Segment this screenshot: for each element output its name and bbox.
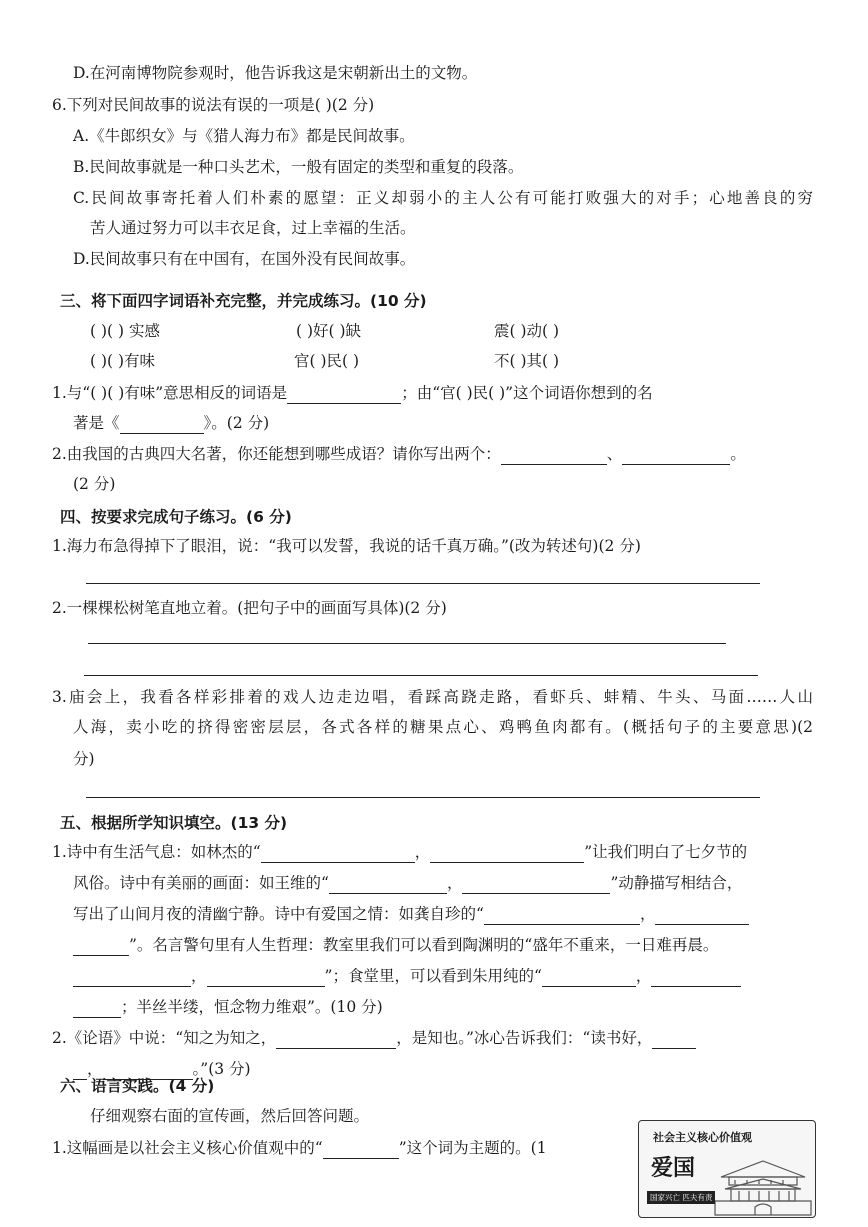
answer-blank[interactable] (652, 1030, 696, 1049)
answer-line[interactable] (86, 583, 760, 584)
q2-text-c: 。 (730, 445, 746, 463)
answer-blank[interactable] (430, 844, 584, 863)
question-6-option-c: C.民间故事寄托着人们朴素的愿望：正义却弱小的主人公有可能打败强大的对手；心地善良的穷 (73, 189, 813, 207)
answer-blank[interactable] (276, 1030, 396, 1049)
section-4-q2: 2.一棵棵松树笔直地立着。(把句子中的画面写具体)(2 分) (52, 599, 447, 617)
answer-blank[interactable] (622, 446, 730, 465)
q1-sep: ， (414, 843, 431, 861)
section-6-q1 (52, 1137, 547, 1159)
question-5-option-d: D.在河南博物院参观时，他告诉我这是宋朝新出土的文物。 (73, 64, 478, 82)
section-3-q2 (52, 443, 746, 465)
idiom-blank-5: 官( )民( ) (294, 352, 360, 370)
question-6-option-a: A.《牛郎织女》与《猎人海力布》都是民间故事。 (73, 127, 415, 145)
section-3-q1 (52, 382, 653, 404)
section-4-q3-cont2: 分) (73, 750, 95, 768)
answer-blank[interactable] (261, 844, 415, 863)
section-5-q2 (52, 1027, 696, 1049)
answer-blank[interactable] (484, 906, 640, 925)
answer-blank[interactable] (73, 937, 129, 956)
q1-sep: ， (446, 874, 463, 892)
q1-text-f: ”。名言警句里有人生哲理：教室里我们可以看到陶渊明的“盛年不重来，一日难再晨。 (129, 936, 719, 954)
q1-text-e: 写出了山间月夜的清幽宁静。诗中有爱国之情：如龚自珍的“ (73, 905, 484, 923)
idiom-blank-6: 不( )其( ) (494, 352, 560, 370)
answer-line[interactable] (86, 797, 760, 798)
section-5-q1-line3 (73, 903, 749, 925)
section-4-q3: 3.庙会上，我看各样彩排着的戏人边走边唱，看踩高跷走路，看虾兵、蚌精、牛头、马面……人山 (52, 688, 813, 706)
answer-blank[interactable] (462, 875, 610, 894)
q1-sep: ， (635, 967, 652, 985)
q2-text-b: 、 (606, 445, 623, 463)
section-5-q1-line2 (73, 872, 742, 894)
answer-line[interactable] (88, 643, 726, 644)
idiom-blank-4: ( )( )有味 (90, 352, 156, 370)
idiom-blank-1: ( )( ) 实感 (90, 322, 160, 340)
answer-blank[interactable] (329, 875, 447, 894)
q2-text-a: 2.由我国的古典四大名著，你还能想到哪些成语？请你写出两个： (52, 445, 501, 463)
section-5-heading: 五、根据所学知识填空。(13 分) (60, 814, 288, 832)
poster-footer: 国家兴亡 匹夫有责 (647, 1191, 715, 1204)
question-6-option-d: D.民间故事只有在中国有，在国外没有民间故事。 (73, 250, 416, 268)
idiom-blank-2: ( )好( )缺 (296, 322, 362, 340)
answer-blank[interactable] (287, 385, 401, 404)
answer-blank[interactable] (207, 968, 325, 987)
section-5-q1-line6 (73, 996, 383, 1018)
section-3-q1-cont (73, 412, 269, 434)
q1-text-b: ；由“官( )民( )”这个词语你想到的名 (401, 384, 653, 402)
question-6-stem: 6.下列对民间故事的说法有误的一项是( )(2 分) (52, 96, 375, 114)
answer-blank[interactable] (651, 968, 741, 987)
poster-title: 爱国 (651, 1156, 696, 1181)
q1-text-d: ”动静描写相结合， (610, 874, 743, 892)
q1-text-g: ”；食堂里，可以看到朱用纯的“ (324, 967, 542, 985)
q1-text-a: 1.与“( )( )有味”意思相反的词语是 (52, 384, 288, 402)
question-6-option-c-cont: 苦人通过努力可以丰衣足食，过上幸福的生活。 (90, 219, 416, 237)
q1-text-b: ”这个词为主题的。(1 (398, 1139, 547, 1157)
section-6-heading: 六、语言实践。(4 分) (60, 1077, 215, 1095)
section-5-q1-line5 (73, 965, 741, 987)
section-3-heading: 三、将下面四字词语补充完整，并完成练习。(10 分) (60, 292, 427, 310)
answer-blank[interactable] (120, 415, 204, 434)
q1-text-b: ”让我们明白了七夕节的 (584, 843, 748, 861)
q1-text-a: 1.这幅画是以社会主义核心价值观中的“ (52, 1139, 323, 1157)
q1-text-c: 风俗。诗中有美丽的画面：如王维的“ (73, 874, 329, 892)
q1-sep: ， (191, 967, 207, 985)
section-4-heading: 四、按要求完成句子练习。(6 分) (60, 508, 292, 526)
q1-text-d: 》。(2 分) (203, 414, 270, 432)
q2-sep: ， (87, 1060, 103, 1078)
propaganda-poster (638, 1120, 816, 1218)
q1-text-c: 著是《 (73, 414, 120, 432)
tiananmen-drawing-icon (713, 1155, 813, 1217)
question-6-option-b: B.民间故事就是一种口头艺术，一般有固定的类型和重复的段落。 (73, 158, 524, 176)
section-6-instruction: 仔细观察右面的宣传画，然后回答问题。 (90, 1107, 370, 1125)
q1-text-a: 1.诗中有生活气息：如林杰的“ (52, 843, 261, 861)
section-4-q3-cont: 人海，卖小吃的挤得密密层层，各式各样的糖果点心、鸡鸭鱼肉都有。(概括句子的主要意思)(2 (73, 718, 813, 736)
q2-text-a: 2.《论语》中说：“知之为知之， (52, 1029, 277, 1047)
answer-line[interactable] (84, 675, 758, 676)
section-3-q2-score: (2 分) (73, 475, 116, 493)
section-5-q1-line4 (73, 934, 718, 956)
q1-text-h: ；半丝半缕，恒念物力维艰”。(10 分) (121, 998, 383, 1016)
q2-text-c: 。”(3 分) (192, 1060, 251, 1078)
section-5-q1 (52, 841, 747, 863)
q1-sep: ， (639, 905, 656, 923)
answer-blank[interactable] (655, 906, 749, 925)
poster-heading: 社会主义核心价值观 (653, 1131, 752, 1144)
answer-blank[interactable] (501, 446, 607, 465)
answer-blank[interactable] (73, 999, 121, 1018)
idiom-blank-3: 震( )动( ) (494, 322, 560, 340)
q2-text-b: ，是知也。”冰心告诉我们：“读书好， (396, 1029, 653, 1047)
answer-blank[interactable] (323, 1140, 399, 1159)
section-4-q1: 1.海力布急得掉下了眼泪，说：“我可以发誓，我说的话千真万确。”(改为转述句)(2 分) (52, 537, 641, 555)
answer-blank[interactable] (73, 968, 191, 987)
answer-blank[interactable] (542, 968, 636, 987)
